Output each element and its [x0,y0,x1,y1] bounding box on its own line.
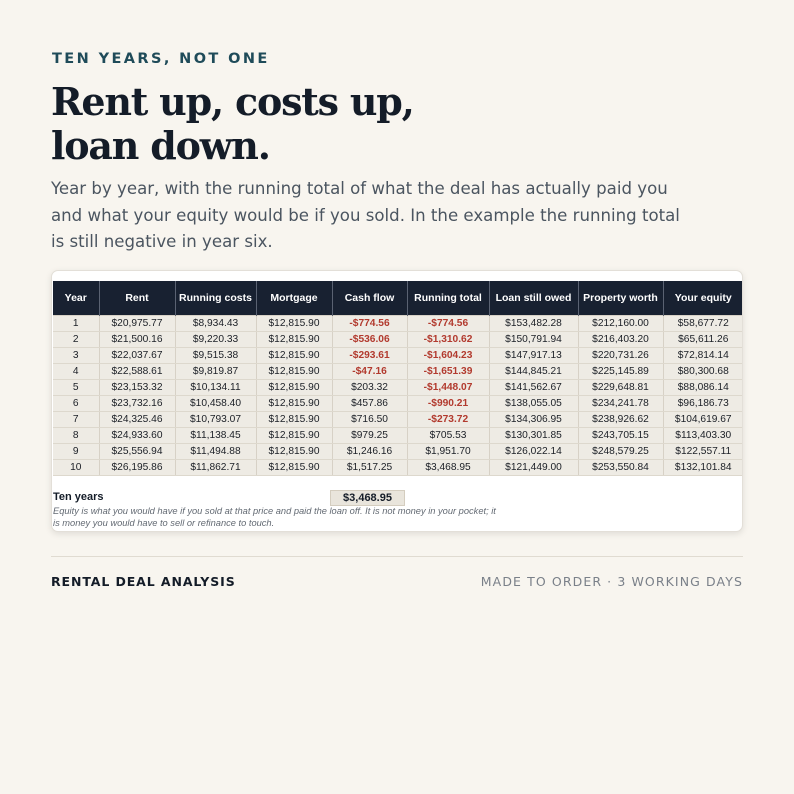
cell-mortgage: $12,815.90 [256,412,332,428]
cell-cash-flow: $979.25 [332,428,407,444]
cell-property-worth: $220,731.26 [578,348,663,364]
eyebrow-label: TEN YEARS, NOT ONE [52,51,270,67]
cell-mortgage: $12,815.90 [256,348,332,364]
cell-running-costs: $9,515.38 [175,348,256,364]
cell-running-total: -$1,604.23 [407,348,489,364]
cell-running-total: $3,468.95 [407,460,489,476]
cell-your-equity: $88,086.14 [663,380,743,396]
table-row [53,380,743,396]
cell-your-equity: $132,101.84 [663,460,743,476]
column-header-cash-flow: Cash flow [332,281,407,316]
cell-year: 3 [53,348,99,364]
cell-rent: $24,933.60 [99,428,175,444]
page-title [51,80,414,168]
total-value-cell: $3,468.95 [330,490,405,506]
cell-running-total: -$774.56 [407,316,489,332]
cell-year: 5 [53,380,99,396]
cell-loan-still-owed: $138,055.05 [489,396,578,412]
cell-rent: $26,195.86 [99,460,175,476]
cell-year: 1 [53,316,99,332]
table-row [53,332,743,348]
page-title-line-2: loan down. [51,123,270,168]
cell-mortgage: $12,815.90 [256,444,332,460]
cell-loan-still-owed: $150,791.94 [489,332,578,348]
cell-your-equity: $58,677.72 [663,316,743,332]
table-row [53,364,743,380]
cell-cash-flow: -$774.56 [332,316,407,332]
cell-property-worth: $225,145.89 [578,364,663,380]
column-header-your-equity: Your equity [663,281,743,316]
cell-running-costs: $9,819.87 [175,364,256,380]
cell-your-equity: $96,186.73 [663,396,743,412]
table-row [53,460,743,476]
cell-mortgage: $12,815.90 [256,380,332,396]
table-row [53,316,743,332]
cell-property-worth: $253,550.84 [578,460,663,476]
cell-property-worth: $234,241.78 [578,396,663,412]
cell-mortgage: $12,815.90 [256,396,332,412]
brand-label: RENTAL DEAL ANALYSIS [51,574,236,589]
cell-cash-flow: -$536.06 [332,332,407,348]
turnaround-label: MADE TO ORDER · 3 WORKING DAYS [480,574,743,589]
equity-footnote: Equity is what you would have if you sold at that price and paid the loan off. It is not money in your pocket; it is money you would have to sell or refinance to touch. [53,506,496,528]
cell-cash-flow: $1,246.16 [332,444,407,460]
cell-running-costs: $10,134.11 [175,380,256,396]
cell-running-total: -$1,448.07 [407,380,489,396]
intro-paragraph: Year by year, with the running total of what the deal has actually paid you and what your equity would be if you sold. In the example the running total is still negative in year six. [51,179,680,251]
cell-your-equity: $104,619.67 [663,412,743,428]
cell-loan-still-owed: $144,845.21 [489,364,578,380]
cell-cash-flow: $203.32 [332,380,407,396]
column-header-property-worth: Property worth [578,281,663,316]
cell-mortgage: $12,815.90 [256,332,332,348]
cell-mortgage: $12,815.90 [256,364,332,380]
table-row [53,396,743,412]
table-row [53,444,743,460]
cell-running-total: -$273.72 [407,412,489,428]
column-header-running-total: Running total [407,281,489,316]
cell-rent: $23,732.16 [99,396,175,412]
cell-year: 6 [53,396,99,412]
cell-mortgage: $12,815.90 [256,316,332,332]
column-header-running-costs: Running costs [175,281,256,316]
cell-rent: $23,153.32 [99,380,175,396]
yearly-table [53,281,743,476]
column-header-mortgage: Mortgage [256,281,332,316]
cell-running-total: $705.53 [407,428,489,444]
header-row [53,281,743,316]
cell-rent: $24,325.46 [99,412,175,428]
cell-your-equity: $65,611.26 [663,332,743,348]
cell-running-costs: $9,220.33 [175,332,256,348]
cell-running-costs: $10,458.40 [175,396,256,412]
cell-year: 7 [53,412,99,428]
cell-loan-still-owed: $126,022.14 [489,444,578,460]
table-body [53,316,743,476]
spreadsheet-card [51,270,743,532]
cell-cash-flow: -$293.61 [332,348,407,364]
cell-running-costs: $11,138.45 [175,428,256,444]
cell-loan-still-owed: $134,306.95 [489,412,578,428]
total-label: Ten years [53,491,104,503]
column-header-year: Year [53,281,99,316]
cell-year: 10 [53,460,99,476]
cell-running-total: $1,951.70 [407,444,489,460]
cell-year: 8 [53,428,99,444]
cell-running-costs: $11,862.71 [175,460,256,476]
cell-cash-flow: $716.50 [332,412,407,428]
cell-property-worth: $216,403.20 [578,332,663,348]
cell-cash-flow: $1,517.25 [332,460,407,476]
cell-mortgage: $12,815.90 [256,460,332,476]
column-header-loan-still-owed: Loan still owed [489,281,578,316]
cell-rent: $25,556.94 [99,444,175,460]
cell-loan-still-owed: $153,482.28 [489,316,578,332]
cell-loan-still-owed: $121,449.00 [489,460,578,476]
cell-loan-still-owed: $147,917.13 [489,348,578,364]
page-title-line-1: Rent up, costs up, [51,79,414,124]
column-header-rent: Rent [99,281,175,316]
cell-loan-still-owed: $141,562.67 [489,380,578,396]
cell-year: 4 [53,364,99,380]
cell-year: 9 [53,444,99,460]
cell-property-worth: $248,579.25 [578,444,663,460]
cell-cash-flow: $457.86 [332,396,407,412]
cell-property-worth: $212,160.00 [578,316,663,332]
cell-running-total: -$1,651.39 [407,364,489,380]
footer-divider [51,556,743,557]
cell-rent: $22,588.61 [99,364,175,380]
cell-year: 2 [53,332,99,348]
cell-property-worth: $243,705.15 [578,428,663,444]
cell-rent: $21,500.16 [99,332,175,348]
cell-running-costs: $8,934.43 [175,316,256,332]
cell-your-equity: $80,300.68 [663,364,743,380]
cell-property-worth: $229,648.81 [578,380,663,396]
cell-your-equity: $72,814.14 [663,348,743,364]
cell-loan-still-owed: $130,301.85 [489,428,578,444]
cell-rent: $20,975.77 [99,316,175,332]
cell-property-worth: $238,926.62 [578,412,663,428]
table-row [53,412,743,428]
cell-rent: $22,037.67 [99,348,175,364]
cell-running-costs: $11,494.88 [175,444,256,460]
cell-running-total: -$1,310.62 [407,332,489,348]
cell-running-total: -$990.21 [407,396,489,412]
cell-running-costs: $10,793.07 [175,412,256,428]
table-row [53,348,743,364]
cell-your-equity: $122,557.11 [663,444,743,460]
table-row [53,428,743,444]
cell-mortgage: $12,815.90 [256,428,332,444]
cell-your-equity: $113,403.30 [663,428,743,444]
cell-cash-flow: -$47.16 [332,364,407,380]
